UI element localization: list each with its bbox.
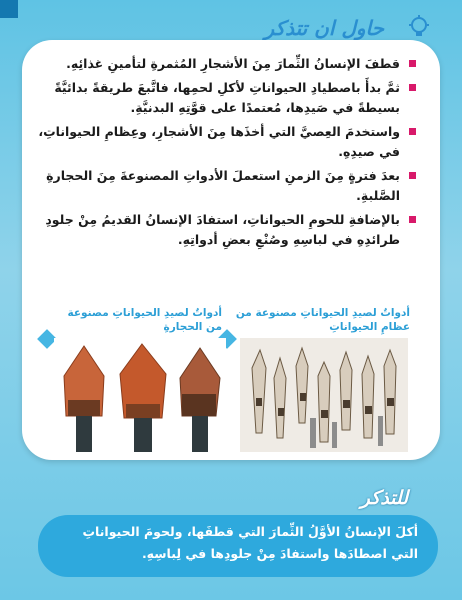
bullet-text: ثمَّ بدأَ باصطيادِ الحيواناتِ لأكلِ لحمِها، فاتَّبعَ طريقةً بدائيَّةً بسيطةً في صَيدِها، مُعتمدًا على قوَّتِهِ البدنيَّةِ.	[54, 80, 400, 115]
list-item	[36, 166, 416, 206]
bullet-text: بالإضافةِ للحومِ الحيواناتِ، استفادَ الإنسانُ القديمُ مِنْ جلودِ طرائدِهِ في لباسِهِ وصُنْعِ بعضِ أدواتِهِ.	[45, 212, 400, 247]
bullet-marker	[409, 128, 416, 135]
stone-spearheads-illustration	[54, 338, 226, 452]
bullet-marker	[409, 60, 416, 67]
bullet-list	[36, 54, 416, 254]
list-item	[36, 78, 416, 118]
list-item	[36, 122, 416, 162]
list-item	[36, 210, 416, 250]
bone-spearheads-illustration	[240, 338, 408, 452]
bone-tools-image	[240, 338, 408, 452]
remember-text: أكلَ الإنسانُ الأوَّلُ الثِّمارَ التي قطفَها، ولحومَ الحيواناتِ التي اصطادَها واستفادَ مِنْ جلودِها في لِباسِهِ.	[82, 524, 418, 561]
bullet-text: واستخدمَ العِصيَّ التي أخذَها مِنَ الأشجارِ، وعِظامِ الحيواناتِ، في صيدِهِ.	[38, 124, 400, 159]
stone-tools-image	[54, 338, 226, 452]
stone-tools-caption: أدواتٌ لصيدِ الحيواناتِ مصنوعة من الحجارةِ	[67, 307, 222, 333]
bullet-marker	[409, 172, 416, 179]
bullet-marker	[409, 216, 416, 223]
bullet-text: بعدَ فترةٍ مِنَ الزمنِ استعملَ الأدواتِ المصنوعةَ مِنَ الحجارةِ الصَّلبةِ.	[46, 168, 400, 203]
bullet-marker	[409, 84, 416, 91]
content-card	[22, 40, 440, 460]
remember-title: للتذكر	[360, 487, 408, 509]
section-title: حاول ان تتذكر	[264, 16, 384, 40]
bone-tools-caption: أدواتٌ لصيدِ الحيواناتِ مصنوعة من عظامِ الحيواناتِ	[235, 307, 410, 333]
list-item	[36, 54, 416, 74]
lightbulb-icon	[406, 14, 432, 40]
bullet-text: قطفَ الإنسانُ الثِّمارَ مِنَ الأشجارِ المُثمرةِ لتأمينِ غذائِهِ.	[66, 56, 400, 71]
remember-box	[38, 515, 438, 577]
